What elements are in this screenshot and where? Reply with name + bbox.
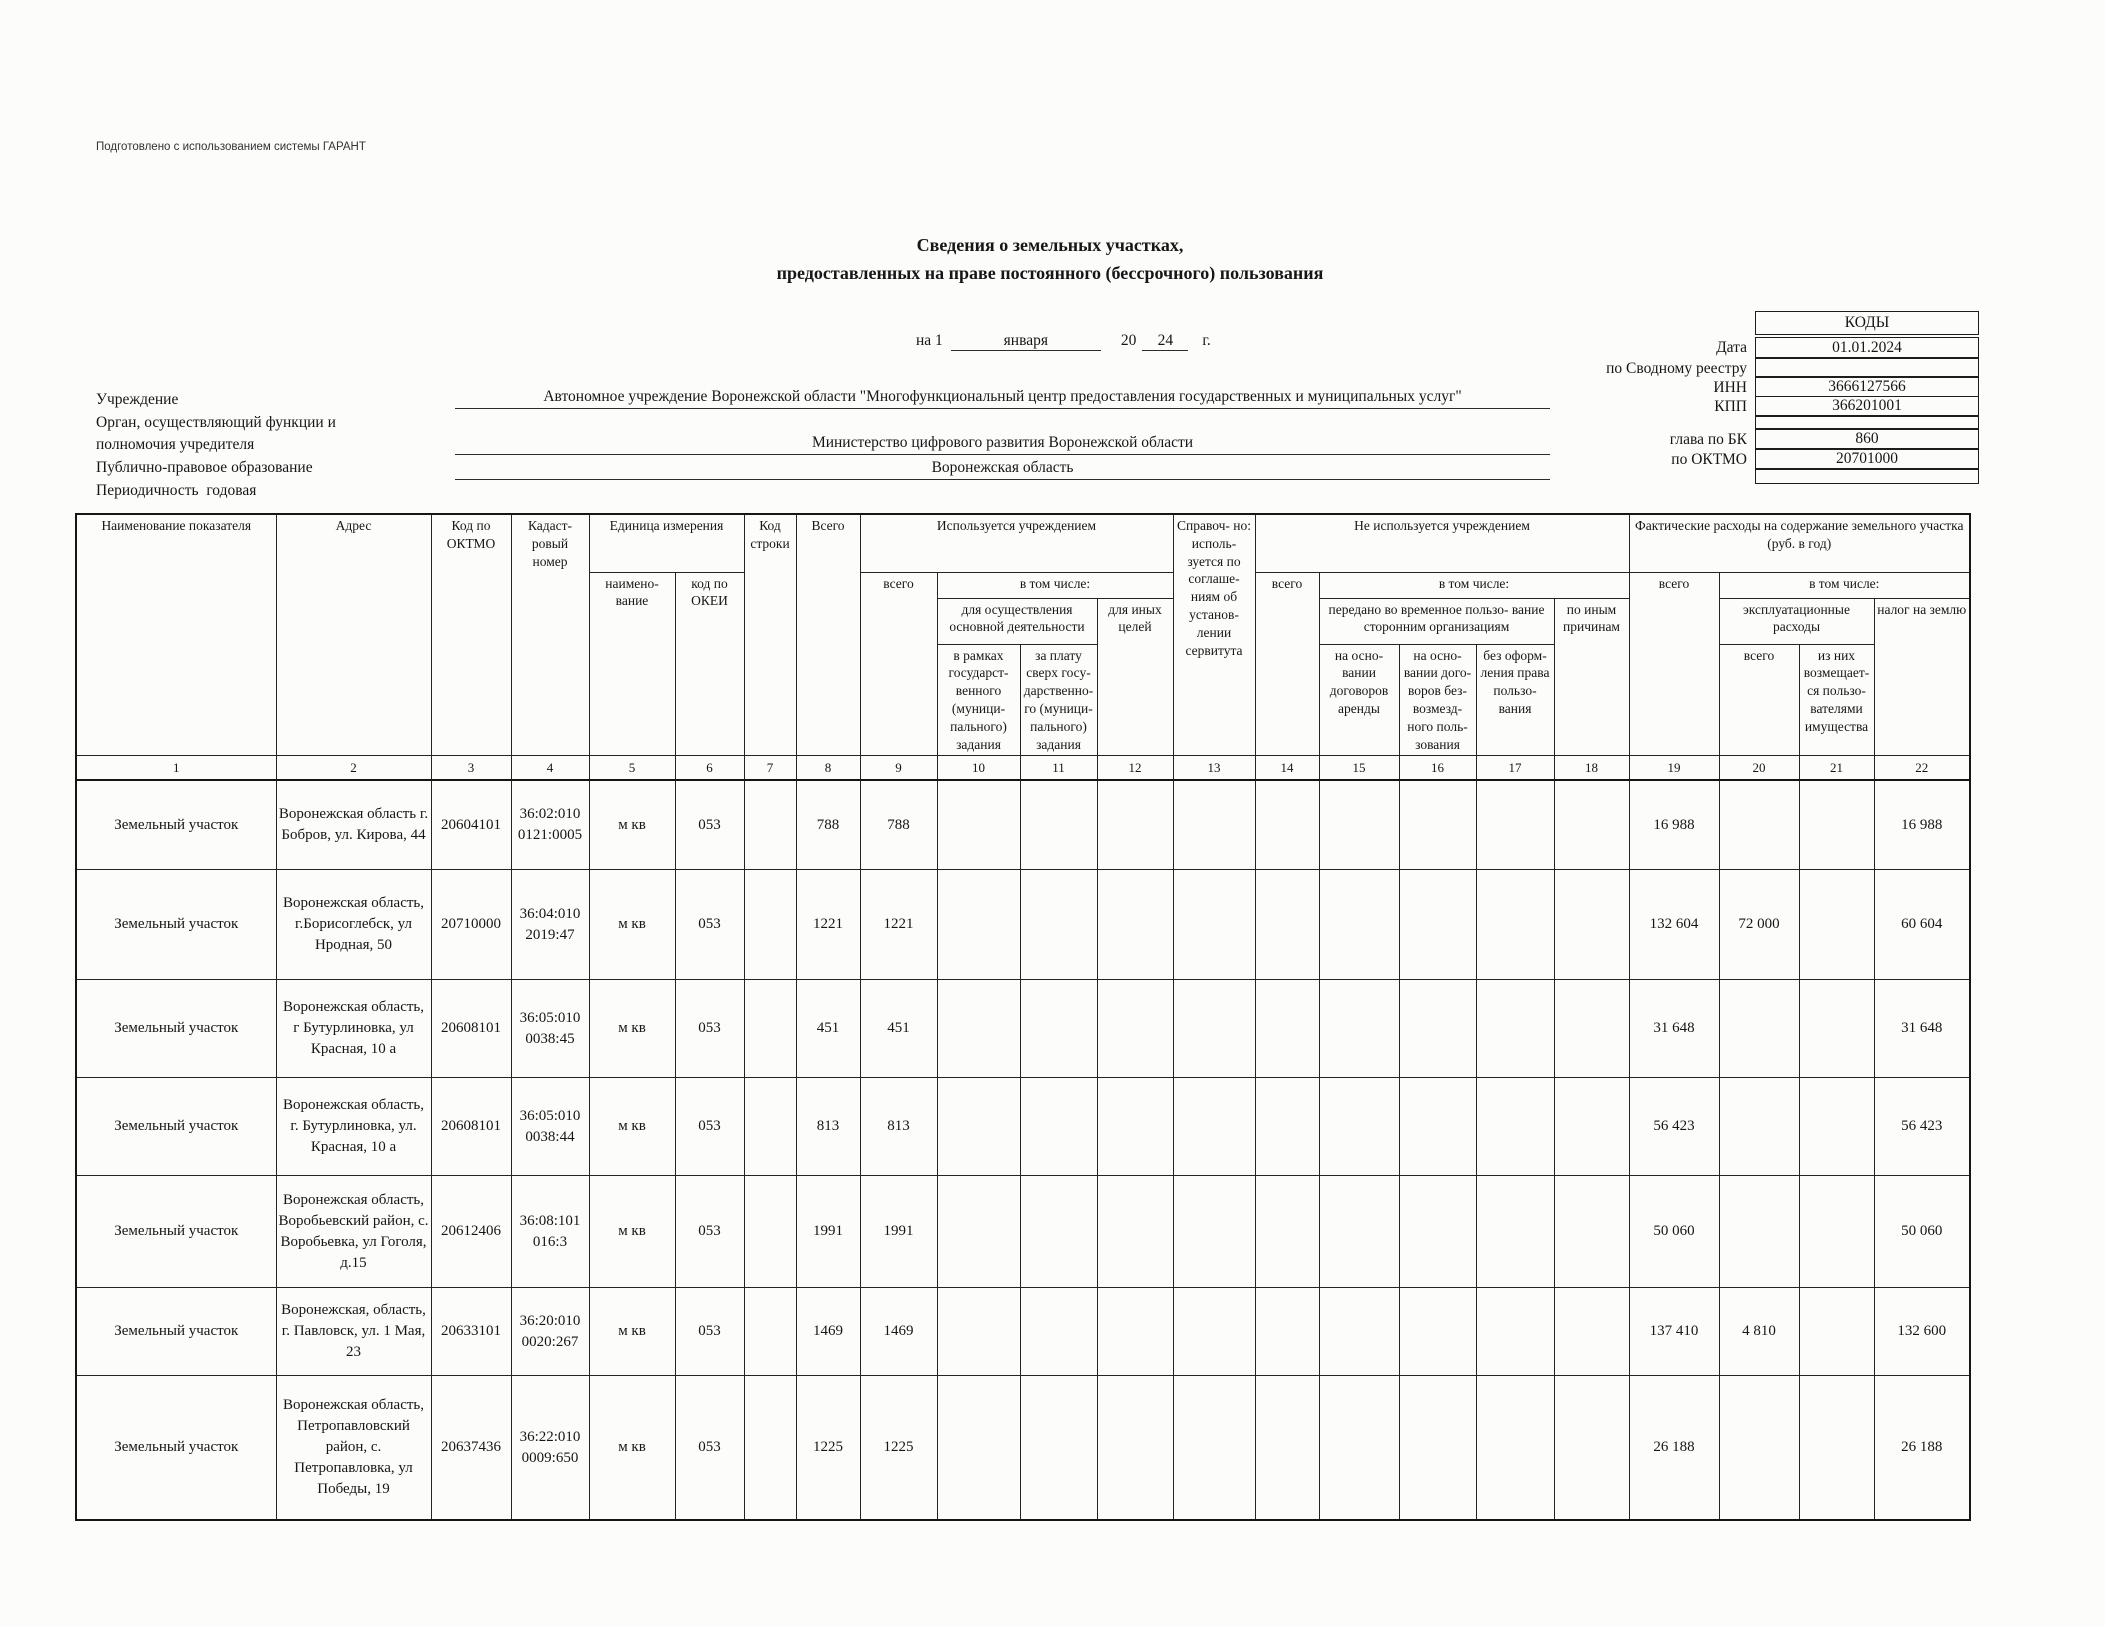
codes-box-row-label: глава по БК <box>1669 430 1747 448</box>
cell-col-20 <box>1719 980 1799 1078</box>
cell-col-19: 26 188 <box>1629 1376 1719 1520</box>
column-number: 11 <box>1020 756 1097 780</box>
cell-col-17 <box>1476 1288 1554 1376</box>
cell-col-22: 16 988 <box>1874 780 1970 870</box>
codes-box-row <box>1455 378 1979 397</box>
cell-col-8: 788 <box>796 780 860 870</box>
cell-col-19: 56 423 <box>1629 1078 1719 1176</box>
column-number: 7 <box>744 756 796 780</box>
periodicity-value: годовая <box>206 482 257 499</box>
cell-col-20: 4 810 <box>1719 1288 1799 1376</box>
cell-col-8: 1221 <box>796 870 860 980</box>
cell-col-18 <box>1554 870 1629 980</box>
codes-box <box>1455 311 1979 484</box>
cell-col-19: 50 060 <box>1629 1176 1719 1288</box>
cell-col-12 <box>1097 780 1173 870</box>
cell-col-6: 053 <box>675 780 744 870</box>
column-number: 12 <box>1097 756 1173 780</box>
cell-col-2: Воронежская область, Воробьевский район, с. Воробьевка, ул Гоголя, д.15 <box>276 1176 431 1288</box>
cell-col-7 <box>744 980 796 1078</box>
land-plot-row <box>76 1078 1970 1176</box>
cell-col-12 <box>1097 1376 1173 1520</box>
cell-col-6: 053 <box>675 1288 744 1376</box>
cell-col-16 <box>1399 1376 1476 1520</box>
cell-col-1: Земельный участок <box>76 1078 276 1176</box>
column-number: 1 <box>76 756 276 780</box>
cell-col-5: м кв <box>589 1176 675 1288</box>
cell-col-15 <box>1319 1078 1399 1176</box>
cell-col-3: 20604101 <box>431 780 511 870</box>
cell-col-17 <box>1476 1176 1554 1288</box>
cell-col-14 <box>1255 980 1319 1078</box>
cell-col-12 <box>1097 1176 1173 1288</box>
header-unit-okei: код по ОКЕИ <box>675 572 744 756</box>
cell-col-22: 132 600 <box>1874 1288 1970 1376</box>
cell-col-6: 053 <box>675 1376 744 1520</box>
cell-col-1: Земельный участок <box>76 870 276 980</box>
column-number: 5 <box>589 756 675 780</box>
header-exp-incl: в том числе: <box>1719 572 1970 598</box>
cell-col-18 <box>1554 780 1629 870</box>
cell-col-4: 36:22:010 0009:650 <box>511 1376 589 1520</box>
cell-col-8: 1469 <box>796 1288 860 1376</box>
codes-box-rows <box>1455 337 1979 484</box>
cell-col-2: Воронежская область, г.Борисоглебск, ул Нродная, 50 <box>276 870 431 980</box>
cell-col-17 <box>1476 980 1554 1078</box>
cell-col-17 <box>1476 870 1554 980</box>
cell-col-7 <box>744 1176 796 1288</box>
cell-col-4: 36:05:010 0038:45 <box>511 980 589 1078</box>
land-plot-row <box>76 780 1970 870</box>
cell-col-1: Земельный участок <box>76 980 276 1078</box>
cell-col-7 <box>744 870 796 980</box>
cell-col-13 <box>1173 870 1255 980</box>
header-unused-total: всего <box>1255 572 1319 756</box>
header-unused-unregistered: без оформ- ления права пользо- вания <box>1476 644 1554 756</box>
cell-col-4: 36:05:010 0038:44 <box>511 1078 589 1176</box>
land-plot-row <box>76 980 1970 1078</box>
cell-col-16 <box>1399 1078 1476 1176</box>
document-title <box>525 232 1575 288</box>
cell-col-1: Земельный участок <box>76 1176 276 1288</box>
cell-col-22: 26 188 <box>1874 1376 1970 1520</box>
header-unused-incl: в том числе: <box>1319 572 1629 598</box>
cell-col-2: Воронежская область г. Бобров, ул. Кирова, 44 <box>276 780 431 870</box>
garant-note: Подготовлено с использованием системы ГАРАНТ <box>96 141 366 153</box>
cell-col-14 <box>1255 870 1319 980</box>
cell-col-2: Воронежская область, г Бутурлиновка, ул Красная, 10 а <box>276 980 431 1078</box>
header-unused-group: Не используется учреждением <box>1255 514 1629 572</box>
codes-box-row <box>1455 397 1979 416</box>
codes-box-row-value <box>1755 357 1979 378</box>
cell-col-5: м кв <box>589 1078 675 1176</box>
cell-col-10 <box>937 1176 1020 1288</box>
header-exp-oper: эксплуатационные расходы <box>1719 598 1874 644</box>
cell-col-11 <box>1020 1376 1097 1520</box>
cell-col-13 <box>1173 980 1255 1078</box>
cell-col-3: 20633101 <box>431 1288 511 1376</box>
cell-col-17 <box>1476 780 1554 870</box>
cell-col-13 <box>1173 1288 1255 1376</box>
cell-col-5: м кв <box>589 1288 675 1376</box>
cell-col-20 <box>1719 1376 1799 1520</box>
land-plot-row <box>76 1176 1970 1288</box>
cell-col-8: 1991 <box>796 1176 860 1288</box>
date-month: января <box>951 332 1101 351</box>
codes-box-header-row <box>1455 311 1979 335</box>
date-year-prefix: 20 <box>1120 332 1137 349</box>
codes-box-row-label: Дата <box>1716 339 1747 356</box>
cell-col-13 <box>1173 1176 1255 1288</box>
cell-col-3: 20608101 <box>431 980 511 1078</box>
founder-label: Орган, осуществляющий функции и полномочия учредителя <box>96 414 336 453</box>
column-number: 16 <box>1399 756 1476 780</box>
cell-col-16 <box>1399 1176 1476 1288</box>
cell-col-6: 053 <box>675 1078 744 1176</box>
cell-col-14 <box>1255 1376 1319 1520</box>
cell-col-1: Земельный участок <box>76 1288 276 1376</box>
cell-col-21 <box>1799 1176 1874 1288</box>
column-number: 14 <box>1255 756 1319 780</box>
date-suffix: г. <box>1202 332 1211 349</box>
cell-col-15 <box>1319 980 1399 1078</box>
cell-col-5: м кв <box>589 870 675 980</box>
cell-col-11 <box>1020 780 1097 870</box>
cell-col-16 <box>1399 1288 1476 1376</box>
cell-col-12 <box>1097 980 1173 1078</box>
title-line-1: Сведения о земельных участках, <box>916 235 1184 255</box>
header-unit-group: Единица измерения <box>589 514 744 572</box>
header-used-incl: в том числе: <box>937 572 1173 598</box>
cell-col-17 <box>1476 1376 1554 1520</box>
cell-col-14 <box>1255 1288 1319 1376</box>
codes-box-row <box>1455 470 1979 484</box>
codes-box-row-value: 860 <box>1755 428 1979 450</box>
header-used-other: для иных целей <box>1097 598 1173 756</box>
cell-col-7 <box>744 1078 796 1176</box>
cell-col-19: 137 410 <box>1629 1288 1719 1376</box>
cell-col-12 <box>1097 1078 1173 1176</box>
header-oktmo: Код по ОКТМО <box>431 514 511 756</box>
cell-col-1: Земельный участок <box>76 1376 276 1520</box>
cell-col-21 <box>1799 870 1874 980</box>
header-cadastral: Кадаст- ровый номер <box>511 514 589 756</box>
header-unused-gratuitous: на осно- вании дого- воров без- возмезд- ного поль- зования <box>1399 644 1476 756</box>
codes-box-row <box>1455 337 1979 359</box>
codes-box-row-label: по ОКТМО <box>1671 451 1747 469</box>
column-number: 4 <box>511 756 589 780</box>
cell-col-8: 1225 <box>796 1376 860 1520</box>
land-plot-row <box>76 870 1970 980</box>
codes-box-header-spacer <box>1455 311 1755 335</box>
cell-col-18 <box>1554 1376 1629 1520</box>
cell-col-16 <box>1399 870 1476 980</box>
column-number: 15 <box>1319 756 1399 780</box>
cell-col-10 <box>937 1078 1020 1176</box>
public-entity-label: Публично-правовое образование <box>96 459 313 476</box>
cell-col-4: 36:08:101 016:3 <box>511 1176 589 1288</box>
column-number: 6 <box>675 756 744 780</box>
header-unused-transferred: передано во временное пользо- вание сторонним организациям <box>1319 598 1554 644</box>
cell-col-10 <box>937 780 1020 870</box>
date-prefix: на 1 <box>916 332 943 349</box>
cell-col-12 <box>1097 870 1173 980</box>
cell-col-3: 20710000 <box>431 870 511 980</box>
table-body <box>76 780 1970 1520</box>
header-used-group: Используется учреждением <box>860 514 1173 572</box>
cell-col-20 <box>1719 780 1799 870</box>
header-used-paid: за плату сверх госу- дарственно- го (муници- пального) задания <box>1020 644 1097 756</box>
header-total: Всего <box>796 514 860 756</box>
cell-col-22: 60 604 <box>1874 870 1970 980</box>
cell-col-14 <box>1255 780 1319 870</box>
cell-col-5: м кв <box>589 780 675 870</box>
cell-col-22: 56 423 <box>1874 1078 1970 1176</box>
column-number: 2 <box>276 756 431 780</box>
cell-col-15 <box>1319 1176 1399 1288</box>
cell-col-20 <box>1719 1176 1799 1288</box>
cell-col-9: 788 <box>860 780 937 870</box>
cell-col-20 <box>1719 1078 1799 1176</box>
cell-col-1: Земельный участок <box>76 780 276 870</box>
column-number: 13 <box>1173 756 1255 780</box>
cell-col-11 <box>1020 1288 1097 1376</box>
column-number: 8 <box>796 756 860 780</box>
cell-col-2: Воронежская область, г. Бутурлиновка, ул. Красная, 10 а <box>276 1078 431 1176</box>
header-servitude: Справоч- но: исполь- зуется по соглаше- ниям об установ- лении сервитута <box>1173 514 1255 756</box>
column-number: 18 <box>1554 756 1629 780</box>
codes-box-row-label: КПП <box>1714 398 1747 415</box>
header-exp-oper-total: всего <box>1719 644 1799 756</box>
cell-col-9: 1221 <box>860 870 937 980</box>
cell-col-21 <box>1799 780 1874 870</box>
cell-col-18 <box>1554 980 1629 1078</box>
codes-box-row-label: ИНН <box>1713 378 1747 396</box>
codes-box-row-label: по Сводному реестру <box>1606 359 1747 377</box>
cell-col-8: 813 <box>796 1078 860 1176</box>
cell-col-16 <box>1399 980 1476 1078</box>
column-number: 19 <box>1629 756 1719 780</box>
cell-col-8: 451 <box>796 980 860 1078</box>
header-exp-oper-reimbursed: из них возмещает- ся пользо- вателями имущества <box>1799 644 1874 756</box>
cell-col-20: 72 000 <box>1719 870 1799 980</box>
cell-col-9: 451 <box>860 980 937 1078</box>
column-number: 10 <box>937 756 1020 780</box>
table-header <box>76 514 1970 780</box>
cell-col-19: 31 648 <box>1629 980 1719 1078</box>
header-used-task: в рамках государст- венного (муници- пального) задания <box>937 644 1020 756</box>
codes-box-row <box>1455 430 1979 450</box>
cell-col-18 <box>1554 1176 1629 1288</box>
header-unit-name: наимено- вание <box>589 572 675 756</box>
column-number: 22 <box>1874 756 1970 780</box>
date-year-suffix: 24 <box>1142 332 1188 351</box>
cell-col-6: 053 <box>675 1176 744 1288</box>
cell-col-15 <box>1319 870 1399 980</box>
cell-col-3: 20608101 <box>431 1078 511 1176</box>
cell-col-17 <box>1476 1078 1554 1176</box>
header-name: Наименование показателя <box>76 514 276 756</box>
cell-col-14 <box>1255 1078 1319 1176</box>
cell-col-21 <box>1799 1078 1874 1176</box>
cell-col-10 <box>937 1288 1020 1376</box>
cell-col-10 <box>937 870 1020 980</box>
cell-col-7 <box>744 780 796 870</box>
periodicity-label: Периодичность <box>96 482 199 499</box>
cell-col-10 <box>937 980 1020 1078</box>
cell-col-7 <box>744 1288 796 1376</box>
codes-box-row-value: 366201001 <box>1755 396 1979 417</box>
cell-col-18 <box>1554 1288 1629 1376</box>
land-plots-table <box>75 513 1971 1521</box>
cell-col-16 <box>1399 780 1476 870</box>
cell-col-6: 053 <box>675 870 744 980</box>
cell-col-9: 1225 <box>860 1376 937 1520</box>
codes-box-row-label <box>1455 470 1755 484</box>
cell-col-13 <box>1173 1078 1255 1176</box>
header-used-main: для осуществления основной деятельности <box>937 598 1097 644</box>
cell-col-2: Воронежская область, Петропавловский район, с. Петропавловка, ул Победы, 19 <box>276 1376 431 1520</box>
cell-col-22: 50 060 <box>1874 1176 1970 1288</box>
header-expenses-group: Фактические расходы на содержание земельного участка (руб. в год) <box>1629 514 1970 572</box>
cell-col-4: 36:02:010 0121:0005 <box>511 780 589 870</box>
cell-col-5: м кв <box>589 980 675 1078</box>
cell-col-9: 1469 <box>860 1288 937 1376</box>
cell-col-14 <box>1255 1176 1319 1288</box>
column-number: 21 <box>1799 756 1874 780</box>
codes-box-row-value: 3666127566 <box>1755 376 1979 397</box>
codes-box-row <box>1455 359 1979 378</box>
cell-col-21 <box>1799 1376 1874 1520</box>
cell-col-19: 132 604 <box>1629 870 1719 980</box>
codes-box-row-value: 01.01.2024 <box>1755 337 1979 359</box>
cell-col-11 <box>1020 980 1097 1078</box>
cell-col-12 <box>1097 1288 1173 1376</box>
cell-col-4: 36:04:010 2019:47 <box>511 870 589 980</box>
codes-box-row-value: 20701000 <box>1755 448 1979 470</box>
header-exp-tax: налог на землю <box>1874 598 1970 756</box>
header-used-total: всего <box>860 572 937 756</box>
header-address: Адрес <box>276 514 431 756</box>
periodicity-line <box>96 480 256 502</box>
header-line-code: Код строки <box>744 514 796 756</box>
cell-col-15 <box>1319 1288 1399 1376</box>
column-number: 9 <box>860 756 937 780</box>
codes-box-header: КОДЫ <box>1755 311 1979 335</box>
cell-col-19: 16 988 <box>1629 780 1719 870</box>
institution-value: Автономное учреждение Воронежской области "Многофункциональный центр предоставления государственных и муниципальных услуг" <box>455 388 1550 409</box>
cell-col-11 <box>1020 870 1097 980</box>
cell-col-5: м кв <box>589 1376 675 1520</box>
institution-label: Учреждение <box>96 391 179 408</box>
title-line-2: предоставленных на праве постоянного (бессрочного) пользования <box>776 262 1324 283</box>
cell-col-11 <box>1020 1078 1097 1176</box>
report-date-line <box>916 332 1211 351</box>
cell-col-21 <box>1799 1288 1874 1376</box>
column-number: 3 <box>431 756 511 780</box>
cell-col-21 <box>1799 980 1874 1078</box>
cell-col-10 <box>937 1376 1020 1520</box>
codes-box-row-label <box>1455 417 1755 430</box>
cell-col-2: Воронежская, область, г. Павловск, ул. 1 Мая, 23 <box>276 1288 431 1376</box>
header-unused-other: по иным причинам <box>1554 598 1629 756</box>
column-numbers-row <box>76 756 1970 780</box>
founder-value: Министерство цифрового развития Воронежской области <box>455 434 1550 455</box>
cell-col-11 <box>1020 1176 1097 1288</box>
header-exp-total: всего <box>1629 572 1719 756</box>
land-plot-row <box>76 1288 1970 1376</box>
cell-col-18 <box>1554 1078 1629 1176</box>
codes-box-row <box>1455 450 1979 470</box>
cell-col-13 <box>1173 780 1255 870</box>
column-number: 17 <box>1476 756 1554 780</box>
cell-col-3: 20637436 <box>431 1376 511 1520</box>
cell-col-15 <box>1319 780 1399 870</box>
column-number: 20 <box>1719 756 1799 780</box>
cell-col-7 <box>744 1376 796 1520</box>
header-unused-rent: на осно- вании договоров аренды <box>1319 644 1399 756</box>
codes-box-row-value <box>1755 468 1979 484</box>
land-plot-row <box>76 1376 1970 1520</box>
cell-col-22: 31 648 <box>1874 980 1970 1078</box>
cell-col-9: 813 <box>860 1078 937 1176</box>
cell-col-6: 053 <box>675 980 744 1078</box>
cell-col-13 <box>1173 1376 1255 1520</box>
cell-col-3: 20612406 <box>431 1176 511 1288</box>
public-entity-value: Воронежская область <box>455 459 1550 480</box>
cell-col-9: 1991 <box>860 1176 937 1288</box>
cell-col-4: 36:20:010 0020:267 <box>511 1288 589 1376</box>
cell-col-15 <box>1319 1376 1399 1520</box>
